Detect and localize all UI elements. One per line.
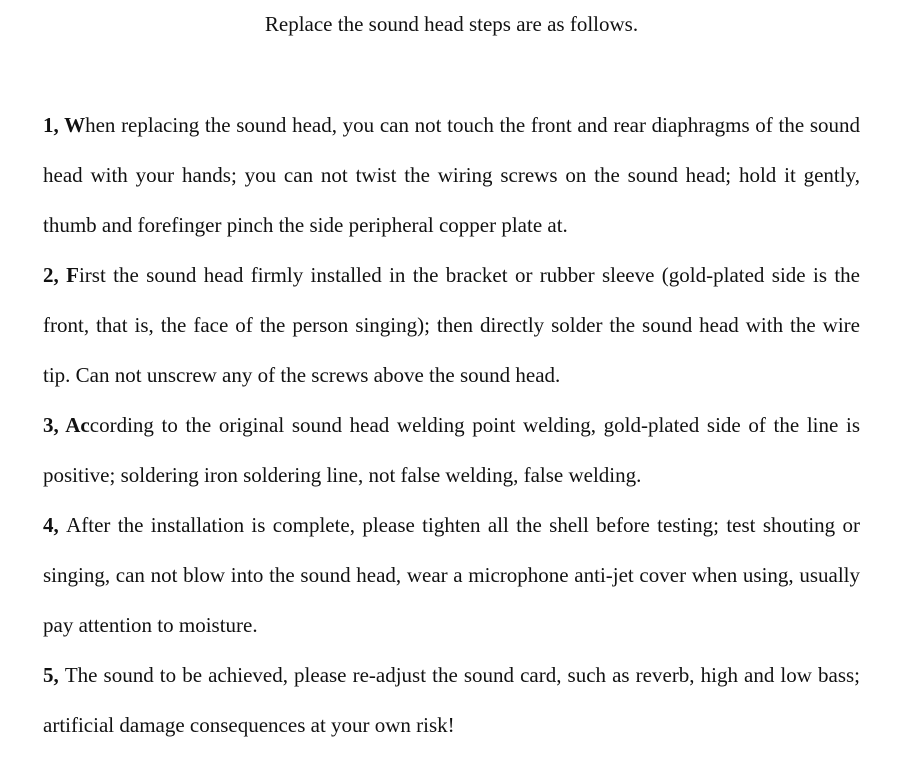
step-text: cording to the original sound head welding point welding, gold-plated side of the line is positive; soldering iron soldering line, not false welding, false welding. [43,413,860,487]
step-lead-letter: Ac [65,413,90,437]
step-1 [43,100,860,250]
step-text: irst the sound head firmly installed in the bracket or rubber sleeve (gold-plated side is the front, that is, the face of the person singing); then directly solder the sound head with the wire tip. Can not unscrew any of the screws above the sound head. [43,263,861,387]
steps-list [43,100,860,750]
step-text: hen replacing the sound head, you can not touch the front and rear diaphragms of the sound head with your hands; you can not twist the wiring screws on the sound head; hold it gently, thumb and forefinger pinch the side peripheral copper plate at. [43,113,860,237]
step-lead-letter: F [66,263,79,287]
step-5 [43,650,860,750]
step-number: 4, [43,513,67,537]
step-4 [43,500,860,650]
step-lead-letter: W [64,113,86,137]
step-text: After the installation is complete, please tighten all the shell before testing; test shouting or singing, can not blow into the sound head, wear a microphone anti-jet cover when using, usually pay attention to moisture. [43,513,861,637]
step-3 [43,400,860,500]
step-number: 5, [43,663,65,687]
step-number: 3, [43,413,66,437]
step-2 [43,250,860,400]
document-title: Replace the sound head steps are as follows. [264,12,639,36]
step-number: 1, [43,113,65,137]
step-text: The sound to be achieved, please re-adjust the sound card, such as reverb, high and low bass; artificial damage consequences at your own risk! [43,663,861,737]
step-number: 2, [43,263,67,287]
